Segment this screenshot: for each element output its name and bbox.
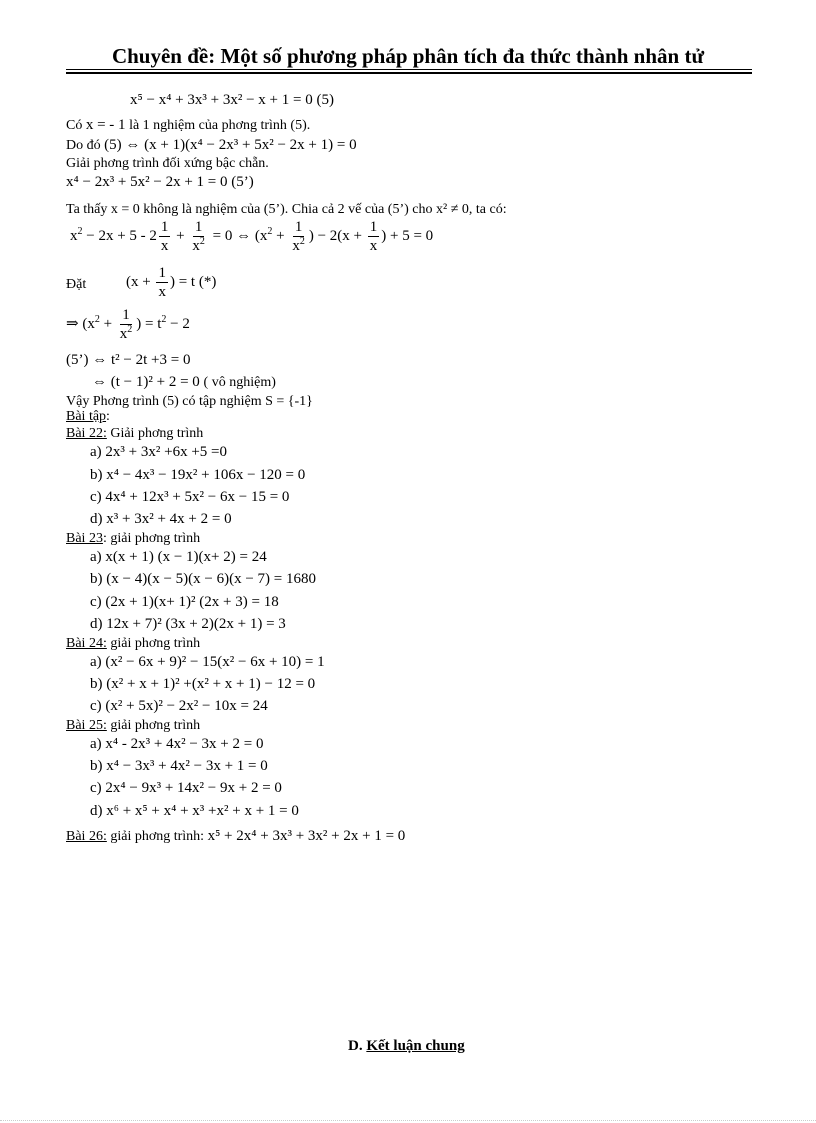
- divided-equation: $x^2 - 2x + 5 - 2$ $\frac{1}{x}$ + $\frac{1}{x^2}$ = 0 ⇔ ($x^2$ + $\frac{1}{x^2}$ ) − 2(x + $\frac{1}{x}$ ) + 5 = 0: [70, 219, 434, 254]
- exercise-23-b: b) (x − 4)(x − 5)(x − 6)(x − 7) = 1680: [90, 571, 317, 587]
- exercise-24-b: b) (x² + x + 1)² +(x² + x + 1) − 12 = 0: [90, 676, 316, 692]
- divide-note: Ta thấy x = 0 không là nghiệm của (5’). Chia cả 2 vế của (5’) cho x² ≠ 0, ta có:: [66, 202, 507, 217]
- exercise-22-d: d) x³ + 3x² + 4x + 2 = 0: [90, 511, 232, 527]
- equation-5: x⁵ − x⁴ + 3x³ + 3x² − x + 1 = 0 (5): [130, 92, 334, 108]
- exercise-25-heading: [66, 718, 200, 734]
- factor-prefix: Do đó: [66, 138, 101, 153]
- exercise-25-label: Bài 25:: [66, 718, 107, 733]
- exercise-22-text: Giải phơng trình: [110, 426, 204, 441]
- exercise-24-heading: [66, 636, 200, 652]
- exercise-23-label: Bài 23: [66, 531, 103, 546]
- substituted-equation-2: [92, 374, 276, 391]
- exercise-24-label: Bài 24:: [66, 636, 107, 651]
- exercise-22-c: c) 4x⁴ + 12x³ + 5x² − 6x − 15 = 0: [90, 489, 290, 505]
- exercise-22-heading: [66, 426, 203, 442]
- exercise-26: [66, 828, 405, 845]
- conclusion: Vậy Phơng trình (5) có tập nghiệm S = {-1}: [66, 394, 313, 409]
- title-rule-thick: [66, 72, 752, 74]
- set-label: Đặt: [66, 277, 87, 292]
- exercise-23-c: c) (2x + 1)(x+ 1)² (2x + 3) = 18: [90, 594, 279, 610]
- exercise-22-b: b) x⁴ − 4x³ − 19x² + 106x − 120 = 0: [90, 467, 306, 483]
- page-title: Chuyên đề: Một số phương pháp phân tích đa thức thành nhân tử: [111, 44, 705, 68]
- section-d-heading: [348, 1038, 465, 1055]
- exercise-25-text: giải phơng trình: [110, 718, 201, 733]
- equation-5-prime: x⁴ − 2x³ + 5x² − 2x + 1 = 0 (5’): [66, 174, 254, 190]
- exercises-heading-text: Bài tập: [66, 409, 107, 424]
- exercise-23-text: : giải phơng trình: [102, 531, 201, 546]
- exercise-23-heading: [66, 531, 200, 547]
- exercise-26-label: Bài 26:: [66, 829, 107, 844]
- implies-line: ⇒ ($x^2$ + $\frac{1}{x^2}$ ) = $t^2 - 2$: [66, 307, 190, 342]
- section-d-prefix: D.: [348, 1038, 363, 1054]
- root-suffix: là 1 nghiệm của phơng trình (5).: [129, 118, 311, 133]
- root-value: x = - 1: [85, 117, 126, 133]
- no-solution-note: ( vô nghiệm): [203, 375, 276, 390]
- symmetric-note: Giải phơng trình đối xứng bậc chẵn.: [66, 156, 269, 171]
- page-bottom-border: [0, 1120, 816, 1121]
- factor-line: [66, 137, 357, 154]
- exercise-25-a: a) x⁴ - 2x³ + 4x² − 3x + 2 = 0: [90, 736, 264, 752]
- exercise-24-text: giải phơng trình: [110, 636, 201, 651]
- exercise-25-d: d) x⁶ + x⁵ + x⁴ + x³ +x² + x + 1 = 0: [90, 803, 299, 819]
- exercise-24-a: a) (x² − 6x + 9)² − 15(x² − 6x + 10) = 1: [90, 654, 325, 670]
- exercise-25-b: b) x⁴ − 3x³ + 4x² − 3x + 1 = 0: [90, 758, 268, 774]
- set-expression: (x + $\frac{1}{x}$ ) = t (*): [126, 265, 217, 300]
- exercise-23-d: d) 12x + 7)² (3x + 2)(2x + 1) = 3: [90, 616, 286, 632]
- sub-eq2-text: ⇔ (t − 1)² + 2 = 0: [92, 374, 200, 390]
- exercise-26-text: giải phơng trình:: [110, 829, 205, 844]
- exercise-23-a: a) x(x + 1) (x − 1)(x+ 2) = 24: [90, 549, 267, 565]
- title-rule: [66, 69, 752, 70]
- exercise-22-a: a) 2x³ + 3x² +6x +5 =0: [90, 444, 227, 460]
- root-prefix: Có: [66, 118, 83, 133]
- factor-expression: (5) ⇔ (x + 1)(x⁴ − 2x³ + 5x² − 2x + 1) = 0: [104, 137, 357, 153]
- exercise-26-equation: x⁵ + 2x⁴ + 3x³ + 3x² + 2x + 1 = 0: [207, 828, 406, 844]
- exercise-25-c: c) 2x⁴ − 9x³ + 14x² − 9x + 2 = 0: [90, 780, 282, 796]
- substituted-equation: (5’) ⇔ t² − 2t +3 = 0: [66, 352, 191, 368]
- exercises-heading: Bài tập:: [66, 409, 110, 424]
- section-d-title: Kết luận chung: [366, 1038, 465, 1054]
- root-line: [66, 117, 310, 134]
- exercise-24-c: c) (x² + 5x)² − 2x² − 10x = 24: [90, 698, 268, 714]
- exercise-22-label: Bài 22:: [66, 426, 107, 441]
